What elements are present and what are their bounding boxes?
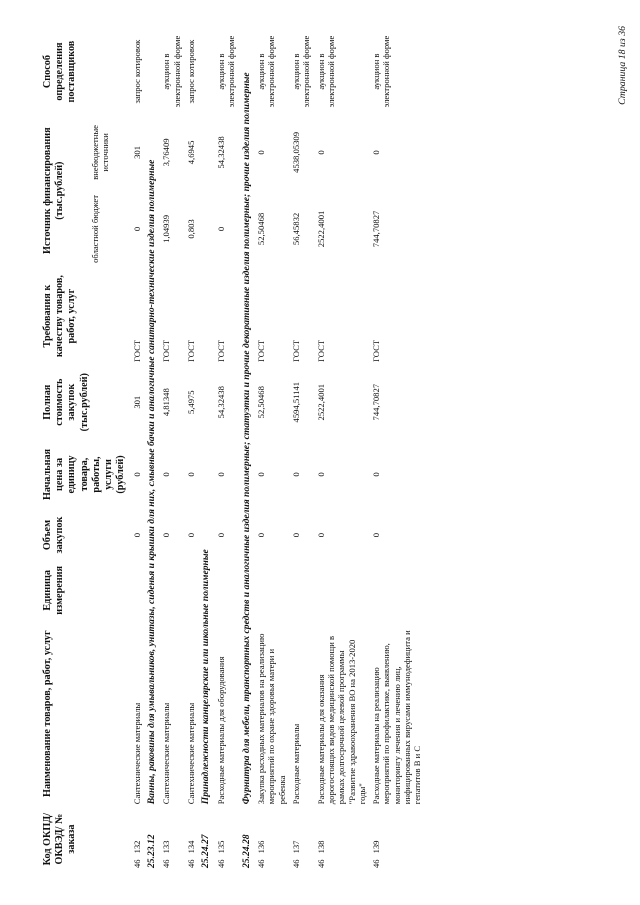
table-row <box>184 29 198 871</box>
cell-price: 0 <box>256 472 267 477</box>
cell-regional-budget: 52,50468 <box>256 212 267 246</box>
row-code-prefix: 46 <box>131 859 142 868</box>
table-row <box>130 29 144 871</box>
cell-regional-budget: 744,70827 <box>371 210 382 248</box>
cell-unit <box>314 561 370 621</box>
table-row <box>369 29 425 871</box>
cell-unit <box>130 561 144 621</box>
cell-regional-budget: 2522,4001 <box>315 210 326 248</box>
col-header-extra-budget: внебюджетные источники <box>90 125 111 180</box>
cell-requirements: ГОСТ <box>186 339 197 362</box>
table-row <box>289 29 314 871</box>
cell-total: 52,50468 <box>256 386 267 419</box>
cell-extra-budget: 0 <box>371 150 382 155</box>
col-header-method: Способ определения поставщиков <box>42 40 78 103</box>
cell-extra-budget: 3,76409 <box>161 138 172 167</box>
cell-requirements: ГОСТ <box>256 339 267 362</box>
cell-volume: 0 <box>161 532 172 538</box>
section-row <box>239 29 255 871</box>
cell-volume: 0 <box>290 532 301 538</box>
row-code-prefix: 46 <box>215 859 226 868</box>
cell-volume: 0 <box>315 532 326 538</box>
row-code <box>289 807 314 871</box>
row-code-prefix: 46 <box>256 859 267 868</box>
cell-extra-budget: 4,6945 <box>186 140 197 165</box>
cell-unit <box>159 561 184 621</box>
cell-regional-budget: 56,45832 <box>290 212 301 246</box>
cell-method: аукцион в электронной форме <box>215 35 237 108</box>
row-code <box>369 807 425 871</box>
table-body <box>130 29 425 871</box>
row-order-number: 133 <box>161 840 172 854</box>
cell-requirements: ГОСТ <box>290 339 301 362</box>
section-row <box>198 29 214 871</box>
cell-method: аукцион в электронной форме <box>315 35 336 108</box>
row-code <box>254 807 289 871</box>
cell-volume: 0 <box>215 532 226 538</box>
cell-total: 744,70827 <box>371 383 382 421</box>
section-row <box>144 29 160 871</box>
cell-unit <box>254 561 289 621</box>
section-code: 25.24.27 <box>200 834 212 868</box>
cell-unit <box>184 561 198 621</box>
cell-extra-budget: 0 <box>315 150 326 155</box>
row-code <box>130 807 144 871</box>
cell-name: Расходные материалы для оказания дорогостоящих видов медицинской помощи в рамках долгосрочной целевой программы "Развитие здравоохранения ВО на 2013-2020 годы" <box>315 636 367 805</box>
table-row <box>254 29 289 871</box>
cell-extra-budget: 54,32438 <box>215 136 226 169</box>
row-code <box>184 807 198 871</box>
cell-unit <box>369 561 425 621</box>
cell-requirements: ГОСТ <box>161 339 172 362</box>
row-order-number: 137 <box>290 840 301 854</box>
cell-total: 2522,4001 <box>315 383 326 421</box>
section-title: Ванны, раковины для умывальников, унитазы, сиденья и крышки для них, смывные бачки и аналогичные санитарно-технические изделия полимерные <box>145 159 157 805</box>
cell-unit <box>289 561 314 621</box>
cell-name: Сантехнические материалы <box>131 702 142 805</box>
row-order-number: 138 <box>315 840 326 854</box>
cell-name: Сантехнические материалы <box>186 702 197 805</box>
cell-method: аукцион в электронной форме <box>371 35 392 108</box>
cell-regional-budget: 0 <box>131 226 142 232</box>
cell-name: Расходные материалы для оборудования <box>215 656 226 805</box>
cell-price: 0 <box>215 472 226 477</box>
row-code-prefix: 46 <box>315 859 326 868</box>
cell-name: Расходные материалы <box>290 723 301 805</box>
row-code-prefix: 46 <box>186 859 197 868</box>
row-order-number: 136 <box>256 840 267 854</box>
table-row <box>314 29 370 871</box>
cell-method: запрос котировок <box>186 39 197 104</box>
cell-requirements: ГОСТ <box>215 339 226 362</box>
col-header-price: Начальная цена за единицу товара, работы, услуги (рублей) <box>42 448 127 501</box>
page-number: Страница 18 из 36 <box>617 26 628 105</box>
table-row <box>159 29 184 871</box>
col-header-total: Полная стоимость закупок (тыс.рублей) <box>42 373 90 432</box>
cell-total: 4594,51141 <box>290 381 301 423</box>
cell-requirements: ГОСТ <box>371 339 382 362</box>
cell-unit <box>214 561 239 621</box>
cell-price: 0 <box>161 472 172 477</box>
cell-total: 301 <box>131 395 142 409</box>
cell-requirements: ГОСТ <box>315 339 326 362</box>
cell-total: 54,32438 <box>215 386 226 419</box>
cell-method: запрос котировок <box>131 39 142 104</box>
row-order-number: 134 <box>186 840 197 854</box>
cell-regional-budget: 1,04939 <box>161 214 172 243</box>
cell-name: Расходные материалы на реализацию мероприятий по профилактике, выявлению, мониторингу лечения и лечению лиц, инфицированных вирусами иммунодефицита и гепатитов В и С <box>371 630 423 805</box>
row-code <box>214 807 239 871</box>
cell-requirements: ГОСТ <box>131 339 142 362</box>
cell-price: 0 <box>371 472 382 477</box>
cell-total: 5,4975 <box>186 390 197 415</box>
col-header-code: Код ОКПД/ ОКВЭД/ № заказа <box>42 812 78 866</box>
row-code <box>314 807 370 871</box>
section-code: 25.24.28 <box>240 834 252 868</box>
cell-volume: 0 <box>186 532 197 538</box>
row-code-prefix: 46 <box>290 859 301 868</box>
section-title: Принадлежности канцелярские или школьные полимерные <box>200 549 212 805</box>
col-header-funding-source: Источник финансирования (тыс.рублей) <box>42 127 66 254</box>
cell-extra-budget: 301 <box>131 145 142 159</box>
cell-regional-budget: 0,803 <box>186 219 197 239</box>
cell-method: аукцион в электронной форме <box>256 35 277 108</box>
cell-name: Сантехнические материалы <box>161 702 172 805</box>
cell-price: 0 <box>186 472 197 477</box>
cell-method: аукцион в электронной форме <box>161 35 182 108</box>
col-header-volume: Объем закупок <box>42 516 66 554</box>
row-code-prefix: 46 <box>371 859 382 868</box>
row-order-number: 132 <box>131 840 142 854</box>
row-code <box>159 807 184 871</box>
col-header-regional-budget: областной бюджет <box>90 194 101 263</box>
cell-regional-budget: 0 <box>215 226 226 232</box>
cell-price: 0 <box>315 472 326 477</box>
row-order-number: 135 <box>215 840 226 854</box>
cell-volume: 0 <box>371 532 382 538</box>
col-header-name: Наименование товаров, работ, услуг <box>42 630 53 797</box>
row-order-number: 139 <box>371 840 382 854</box>
cell-price: 0 <box>131 472 142 477</box>
cell-total: 4,81348 <box>161 388 172 417</box>
cell-extra-budget: 4538,05309 <box>290 132 301 173</box>
cell-price: 0 <box>290 472 301 477</box>
procurement-table <box>40 29 425 871</box>
row-code-prefix: 46 <box>161 859 172 868</box>
section-title: Фурнитура для мебели, транспортных средств и аналогичные изделия полимерные; статуэтки и прочие декоративные изделия полимерные; прочие изделия полимерные <box>240 72 252 805</box>
cell-name: Закупка расходных материалов на реализацию мероприятий по охране здоровья матери и ребенка <box>256 633 287 805</box>
cell-volume: 0 <box>256 532 267 538</box>
table-row <box>214 29 239 871</box>
col-header-unit: Единица измерения <box>42 565 66 615</box>
cell-volume: 0 <box>131 532 142 538</box>
col-header-requirements: Требования к качеству товаров, работ, услуг <box>42 275 78 358</box>
section-code: 25.23.12 <box>145 834 157 868</box>
cell-extra-budget: 0 <box>256 150 267 155</box>
cell-method: аукцион в электронной форме <box>290 35 312 108</box>
